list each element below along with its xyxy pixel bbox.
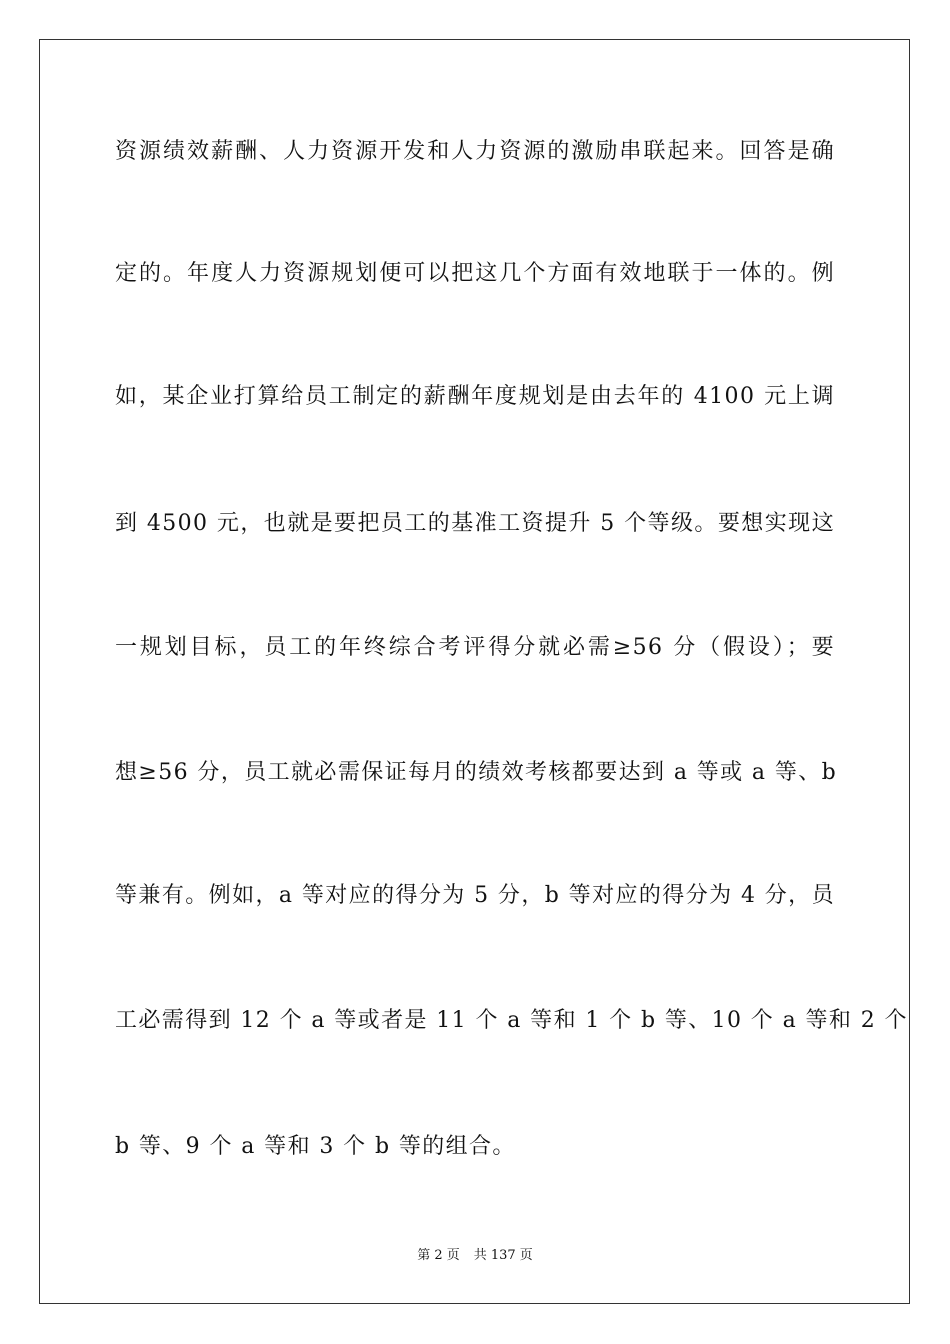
body-text-line-6: 想≥56 分，员工就必需保证每月的绩效考核都要达到 a 等或 a 等、b: [115, 760, 838, 785]
page-border: [39, 39, 910, 1304]
body-text-line-2: 定的。年度人力资源规划便可以把这几个方面有效地联于一体的。例: [115, 261, 835, 286]
body-text-line-1: 资源绩效薪酬、人力资源开发和人力资源的激励串联起来。回答是确: [115, 139, 835, 164]
body-text-line-5: 一规划目标，员工的年终综合考评得分就必需≥56 分（假设）；要: [115, 635, 835, 660]
page-total: 共 137 页: [473, 1248, 533, 1263]
body-text-line-7: 等兼有。例如，a 等对应的得分为 5 分，b 等对应的得分为 4 分，员: [115, 883, 835, 908]
body-text-line-3: 如，某企业打算给员工制定的薪酬年度规划是由去年的 4100 元上调: [115, 384, 835, 409]
page-number: 第 2 页: [417, 1248, 460, 1263]
page-footer: [0, 1247, 950, 1265]
body-text-line-4: 到 4500 元，也就是要把员工的基准工资提升 5 个等级。要想实现这: [115, 511, 835, 536]
body-text-line-9: b 等、9 个 a 等和 3 个 b 等的组合。: [115, 1134, 516, 1159]
body-text-line-8: 工必需得到 12 个 a 等或者是 11 个 a 等和 1 个 b 等、10 个 a 等和 2 个: [115, 1008, 908, 1033]
